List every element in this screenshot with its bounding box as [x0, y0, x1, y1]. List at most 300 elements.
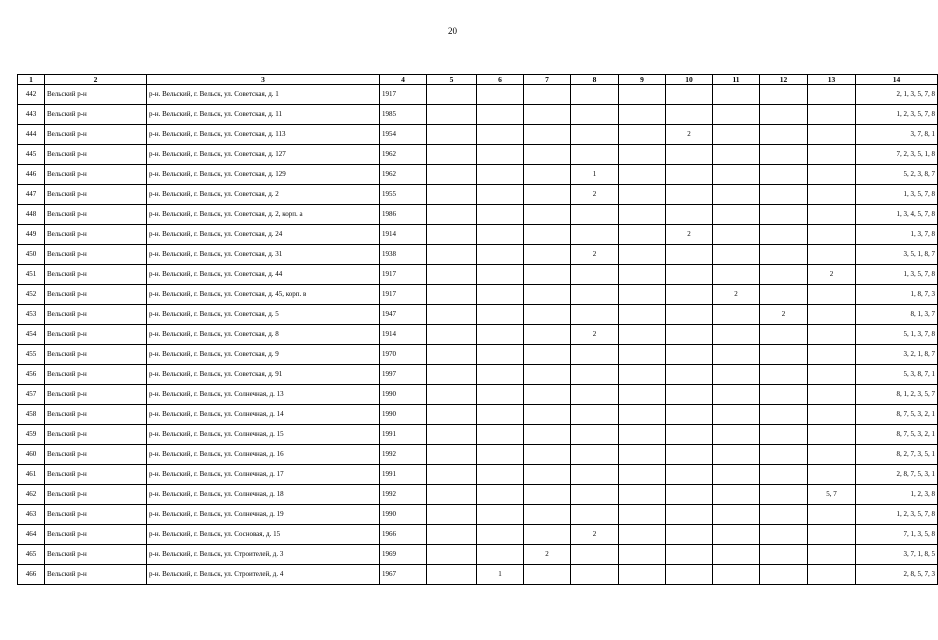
cell-col-7 [524, 385, 571, 405]
cell-address: р-н. Вельский, г. Вельск, ул. Строителей, д. 3 [147, 545, 380, 565]
cell-col-13 [808, 425, 856, 445]
cell-address: р-н. Вельский, г. Вельск, ул. Советская, д. 113 [147, 125, 380, 145]
cell-col-6 [477, 545, 524, 565]
cell-col-5 [427, 365, 477, 385]
table-row [18, 505, 938, 525]
cell-col-13 [808, 205, 856, 225]
cell-col-13 [808, 145, 856, 165]
cell-col-5 [427, 305, 477, 325]
cell-col-9 [619, 485, 666, 505]
cell-col-9 [619, 505, 666, 525]
cell-col-6 [477, 125, 524, 145]
cell-district: Вельский р-н [45, 285, 147, 305]
cell-district: Вельский р-н [45, 145, 147, 165]
cell-col-7 [524, 185, 571, 205]
cell-col-12 [760, 265, 808, 285]
cell-year: 1997 [380, 365, 427, 385]
cell-col-6 [477, 365, 524, 385]
cell-col-7 [524, 445, 571, 465]
cell-address: р-н. Вельский, г. Вельск, ул. Советская, д. 127 [147, 145, 380, 165]
cell-col-5 [427, 265, 477, 285]
cell-col-10 [666, 245, 713, 265]
cell-col-10 [666, 565, 713, 585]
cell-year: 1917 [380, 85, 427, 105]
cell-row-number: 455 [18, 345, 45, 365]
cell-district: Вельский р-н [45, 125, 147, 145]
cell-address: р-н. Вельский, г. Вельск, ул. Советская, д. 11 [147, 105, 380, 125]
cell-col-5 [427, 485, 477, 505]
cell-col-14-codes: 1, 3, 5, 7, 8 [856, 185, 938, 205]
table-row [18, 325, 938, 345]
cell-row-number: 443 [18, 105, 45, 125]
cell-col-8 [571, 545, 619, 565]
table-row [18, 185, 938, 205]
cell-col-11 [713, 165, 760, 185]
cell-col-5 [427, 145, 477, 165]
table-row [18, 465, 938, 485]
cell-col-10 [666, 285, 713, 305]
cell-year: 1914 [380, 225, 427, 245]
cell-col-9 [619, 285, 666, 305]
cell-district: Вельский р-н [45, 105, 147, 125]
cell-row-number: 456 [18, 365, 45, 385]
cell-col-9 [619, 265, 666, 285]
cell-col-11: 2 [713, 285, 760, 305]
cell-col-11 [713, 325, 760, 345]
cell-year: 1990 [380, 505, 427, 525]
cell-col-7 [524, 145, 571, 165]
cell-col-12 [760, 105, 808, 125]
column-header-11: 11 [713, 75, 760, 85]
table-row [18, 225, 938, 245]
cell-col-8: 2 [571, 325, 619, 345]
cell-col-11 [713, 365, 760, 385]
cell-col-14-codes: 8, 1, 3, 7 [856, 305, 938, 325]
cell-year: 1991 [380, 465, 427, 485]
page-number: 20 [448, 26, 457, 36]
cell-col-11 [713, 145, 760, 165]
cell-row-number: 460 [18, 445, 45, 465]
cell-col-7 [524, 505, 571, 525]
cell-year: 1962 [380, 145, 427, 165]
cell-district: Вельский р-н [45, 165, 147, 185]
cell-col-7 [524, 485, 571, 505]
cell-col-10 [666, 365, 713, 385]
header-row [18, 75, 938, 85]
cell-col-9 [619, 405, 666, 425]
cell-col-12: 2 [760, 305, 808, 325]
cell-col-7 [524, 85, 571, 105]
cell-district: Вельский р-н [45, 425, 147, 445]
cell-col-14-codes: 2, 8, 5, 7, 3 [856, 565, 938, 585]
cell-col-9 [619, 225, 666, 245]
cell-col-12 [760, 145, 808, 165]
cell-col-13 [808, 525, 856, 545]
cell-col-14-codes: 1, 2, 3, 8 [856, 485, 938, 505]
cell-row-number: 445 [18, 145, 45, 165]
table-row [18, 365, 938, 385]
cell-col-13 [808, 345, 856, 365]
cell-col-9 [619, 425, 666, 445]
cell-row-number: 452 [18, 285, 45, 305]
cell-col-7 [524, 305, 571, 325]
cell-col-5 [427, 165, 477, 185]
cell-year: 1990 [380, 405, 427, 425]
cell-col-14-codes: 8, 7, 5, 3, 2, 1 [856, 405, 938, 425]
table-row [18, 265, 938, 285]
cell-row-number: 461 [18, 465, 45, 485]
table-row [18, 105, 938, 125]
cell-col-8 [571, 265, 619, 285]
cell-col-12 [760, 445, 808, 465]
cell-col-9 [619, 545, 666, 565]
cell-col-13 [808, 85, 856, 105]
cell-col-10 [666, 185, 713, 205]
cell-col-14-codes: 8, 2, 7, 3, 5, 1 [856, 445, 938, 465]
cell-col-9 [619, 105, 666, 125]
cell-row-number: 464 [18, 525, 45, 545]
cell-col-8 [571, 485, 619, 505]
cell-col-8 [571, 425, 619, 445]
cell-col-6 [477, 525, 524, 545]
cell-year: 1992 [380, 485, 427, 505]
cell-col-7 [524, 165, 571, 185]
cell-col-8: 2 [571, 245, 619, 265]
cell-col-6 [477, 345, 524, 365]
cell-col-12 [760, 285, 808, 305]
cell-district: Вельский р-н [45, 385, 147, 405]
cell-col-11 [713, 305, 760, 325]
cell-year: 1990 [380, 385, 427, 405]
cell-col-9 [619, 525, 666, 545]
cell-col-11 [713, 445, 760, 465]
cell-col-12 [760, 425, 808, 445]
cell-col-5 [427, 385, 477, 405]
cell-col-10 [666, 205, 713, 225]
cell-address: р-н. Вельский, г. Вельск, ул. Советская, д. 1 [147, 85, 380, 105]
cell-year: 1914 [380, 325, 427, 345]
cell-row-number: 450 [18, 245, 45, 265]
cell-year: 1991 [380, 425, 427, 445]
cell-col-6 [477, 405, 524, 425]
cell-district: Вельский р-н [45, 85, 147, 105]
cell-address: р-н. Вельский, г. Вельск, ул. Советская, д. 5 [147, 305, 380, 325]
cell-col-11 [713, 225, 760, 245]
cell-col-14-codes: 2, 8, 7, 5, 3, 1 [856, 465, 938, 485]
cell-col-13 [808, 125, 856, 145]
cell-col-5 [427, 345, 477, 365]
cell-col-8 [571, 505, 619, 525]
cell-col-7 [524, 265, 571, 285]
cell-row-number: 465 [18, 545, 45, 565]
cell-col-12 [760, 385, 808, 405]
cell-col-11 [713, 485, 760, 505]
cell-row-number: 463 [18, 505, 45, 525]
cell-address: р-н. Вельский, г. Вельск, ул. Советская, д. 9 [147, 345, 380, 365]
cell-col-9 [619, 365, 666, 385]
column-header-1: 1 [18, 75, 45, 85]
cell-col-5 [427, 85, 477, 105]
cell-col-13 [808, 105, 856, 125]
column-header-8: 8 [571, 75, 619, 85]
cell-col-13: 2 [808, 265, 856, 285]
cell-col-9 [619, 145, 666, 165]
cell-row-number: 458 [18, 405, 45, 425]
cell-col-5 [427, 105, 477, 125]
cell-col-12 [760, 85, 808, 105]
cell-address: р-н. Вельский, г. Вельск, ул. Солнечная, д. 13 [147, 385, 380, 405]
cell-col-6 [477, 185, 524, 205]
cell-col-5 [427, 505, 477, 525]
column-header-3: 3 [147, 75, 380, 85]
cell-district: Вельский р-н [45, 265, 147, 285]
cell-col-5 [427, 405, 477, 425]
cell-address: р-н. Вельский, г. Вельск, ул. Строителей, д. 4 [147, 565, 380, 585]
column-header-7: 7 [524, 75, 571, 85]
cell-col-8 [571, 365, 619, 385]
cell-address: р-н. Вельский, г. Вельск, ул. Советская, д. 2 [147, 185, 380, 205]
cell-col-7 [524, 345, 571, 365]
cell-row-number: 454 [18, 325, 45, 345]
cell-col-7 [524, 425, 571, 445]
cell-year: 1985 [380, 105, 427, 125]
cell-col-11 [713, 525, 760, 545]
cell-col-8 [571, 465, 619, 485]
cell-col-11 [713, 245, 760, 265]
cell-col-7 [524, 365, 571, 385]
cell-col-14-codes: 7, 2, 3, 5, 1, 8 [856, 145, 938, 165]
cell-year: 1966 [380, 525, 427, 545]
cell-col-7 [524, 465, 571, 485]
cell-col-8 [571, 85, 619, 105]
cell-col-5 [427, 545, 477, 565]
cell-district: Вельский р-н [45, 185, 147, 205]
cell-row-number: 453 [18, 305, 45, 325]
table-row [18, 485, 938, 505]
cell-address: р-н. Вельский, г. Вельск, ул. Солнечная, д. 19 [147, 505, 380, 525]
cell-row-number: 451 [18, 265, 45, 285]
table-row [18, 445, 938, 465]
cell-col-10 [666, 485, 713, 505]
cell-col-8 [571, 225, 619, 245]
cell-col-8: 2 [571, 185, 619, 205]
cell-col-14-codes: 8, 7, 5, 3, 2, 1 [856, 425, 938, 445]
cell-col-11 [713, 425, 760, 445]
cell-col-13 [808, 465, 856, 485]
cell-address: р-н. Вельский, г. Вельск, ул. Советская, д. 24 [147, 225, 380, 245]
cell-row-number: 459 [18, 425, 45, 445]
cell-col-6 [477, 505, 524, 525]
cell-col-11 [713, 205, 760, 225]
table-row [18, 405, 938, 425]
cell-col-10 [666, 305, 713, 325]
cell-col-7 [524, 565, 571, 585]
cell-col-11 [713, 265, 760, 285]
cell-col-13 [808, 545, 856, 565]
cell-col-5 [427, 125, 477, 145]
column-header-6: 6 [477, 75, 524, 85]
cell-col-10 [666, 465, 713, 485]
cell-col-10 [666, 165, 713, 185]
cell-col-13 [808, 245, 856, 265]
cell-row-number: 447 [18, 185, 45, 205]
cell-row-number: 446 [18, 165, 45, 185]
cell-col-12 [760, 185, 808, 205]
cell-col-8 [571, 125, 619, 145]
cell-year: 1917 [380, 285, 427, 305]
cell-year: 1986 [380, 205, 427, 225]
register-table [17, 74, 938, 585]
cell-col-13 [808, 405, 856, 425]
cell-col-5 [427, 465, 477, 485]
cell-col-5 [427, 425, 477, 445]
cell-col-7 [524, 525, 571, 545]
cell-address: р-н. Вельский, г. Вельск, ул. Советская, д. 129 [147, 165, 380, 185]
cell-col-10 [666, 425, 713, 445]
cell-col-11 [713, 85, 760, 105]
cell-col-7 [524, 125, 571, 145]
cell-col-8: 2 [571, 525, 619, 545]
cell-col-14-codes: 5, 2, 3, 8, 7 [856, 165, 938, 185]
cell-col-9 [619, 565, 666, 585]
cell-col-12 [760, 465, 808, 485]
cell-district: Вельский р-н [45, 485, 147, 505]
cell-col-6 [477, 85, 524, 105]
cell-col-11 [713, 105, 760, 125]
cell-address: р-н. Вельский, г. Вельск, ул. Советская, д. 91 [147, 365, 380, 385]
cell-col-5 [427, 525, 477, 545]
cell-year: 1938 [380, 245, 427, 265]
cell-address: р-н. Вельский, г. Вельск, ул. Советская, д. 45, корп. в [147, 285, 380, 305]
cell-district: Вельский р-н [45, 505, 147, 525]
cell-row-number: 448 [18, 205, 45, 225]
cell-col-10: 2 [666, 225, 713, 245]
table-row [18, 125, 938, 145]
cell-address: р-н. Вельский, г. Вельск, ул. Сосновая, д. 15 [147, 525, 380, 545]
cell-col-6 [477, 165, 524, 185]
cell-col-8 [571, 285, 619, 305]
cell-col-11 [713, 385, 760, 405]
cell-col-6 [477, 205, 524, 225]
table-row [18, 345, 938, 365]
table-row [18, 305, 938, 325]
cell-col-9 [619, 165, 666, 185]
cell-col-6 [477, 285, 524, 305]
cell-address: р-н. Вельский, г. Вельск, ул. Солнечная, д. 14 [147, 405, 380, 425]
cell-row-number: 457 [18, 385, 45, 405]
cell-col-9 [619, 325, 666, 345]
cell-district: Вельский р-н [45, 545, 147, 565]
cell-year: 1970 [380, 345, 427, 365]
cell-address: р-н. Вельский, г. Вельск, ул. Солнечная, д. 15 [147, 425, 380, 445]
cell-address: р-н. Вельский, г. Вельск, ул. Солнечная, д. 17 [147, 465, 380, 485]
cell-district: Вельский р-н [45, 325, 147, 345]
cell-col-13 [808, 185, 856, 205]
cell-col-14-codes: 1, 8, 7, 3 [856, 285, 938, 305]
table-header [18, 75, 938, 85]
cell-address: р-н. Вельский, г. Вельск, ул. Солнечная, д. 18 [147, 485, 380, 505]
cell-col-7 [524, 325, 571, 345]
cell-col-5 [427, 325, 477, 345]
table-row [18, 545, 938, 565]
cell-col-8: 1 [571, 165, 619, 185]
cell-col-6 [477, 485, 524, 505]
cell-col-11 [713, 505, 760, 525]
cell-col-12 [760, 505, 808, 525]
table-row [18, 85, 938, 105]
cell-col-9 [619, 385, 666, 405]
cell-col-14-codes: 7, 1, 3, 5, 8 [856, 525, 938, 545]
cell-col-11 [713, 185, 760, 205]
cell-col-10 [666, 505, 713, 525]
cell-col-6 [477, 225, 524, 245]
cell-col-14-codes: 2, 1, 3, 5, 7, 8 [856, 85, 938, 105]
cell-col-14-codes: 1, 2, 3, 5, 7, 8 [856, 105, 938, 125]
cell-col-9 [619, 205, 666, 225]
cell-col-5 [427, 285, 477, 305]
cell-col-9 [619, 465, 666, 485]
cell-col-7 [524, 245, 571, 265]
cell-col-5 [427, 205, 477, 225]
cell-col-7 [524, 205, 571, 225]
cell-col-12 [760, 325, 808, 345]
cell-col-12 [760, 485, 808, 505]
cell-col-14-codes: 1, 2, 3, 5, 7, 8 [856, 505, 938, 525]
cell-col-12 [760, 565, 808, 585]
cell-col-12 [760, 365, 808, 385]
cell-col-11 [713, 565, 760, 585]
cell-row-number: 449 [18, 225, 45, 245]
cell-col-11 [713, 545, 760, 565]
cell-district: Вельский р-н [45, 225, 147, 245]
cell-col-10 [666, 105, 713, 125]
table-row [18, 245, 938, 265]
cell-year: 1954 [380, 125, 427, 145]
cell-col-6 [477, 445, 524, 465]
table-row [18, 525, 938, 545]
cell-address: р-н. Вельский, г. Вельск, ул. Советская, д. 8 [147, 325, 380, 345]
cell-year: 1947 [380, 305, 427, 325]
cell-col-9 [619, 85, 666, 105]
cell-col-14-codes: 1, 3, 4, 5, 7, 8 [856, 205, 938, 225]
table-row [18, 205, 938, 225]
cell-col-7 [524, 285, 571, 305]
cell-col-9 [619, 305, 666, 325]
cell-col-7 [524, 225, 571, 245]
cell-col-8 [571, 205, 619, 225]
cell-col-10 [666, 405, 713, 425]
cell-col-14-codes: 3, 5, 1, 8, 7 [856, 245, 938, 265]
cell-col-13 [808, 445, 856, 465]
table-row [18, 565, 938, 585]
cell-col-5 [427, 225, 477, 245]
cell-year: 1969 [380, 545, 427, 565]
cell-year: 1917 [380, 265, 427, 285]
cell-col-10 [666, 265, 713, 285]
cell-col-9 [619, 345, 666, 365]
table-row [18, 385, 938, 405]
cell-col-13 [808, 225, 856, 245]
cell-col-12 [760, 225, 808, 245]
cell-col-6 [477, 465, 524, 485]
cell-col-14-codes: 3, 7, 1, 8, 5 [856, 545, 938, 565]
cell-col-6 [477, 105, 524, 125]
cell-address: р-н. Вельский, г. Вельск, ул. Советская, д. 2, корп. а [147, 205, 380, 225]
cell-col-13: 5, 7 [808, 485, 856, 505]
cell-col-6 [477, 145, 524, 165]
cell-district: Вельский р-н [45, 365, 147, 385]
column-header-13: 13 [808, 75, 856, 85]
